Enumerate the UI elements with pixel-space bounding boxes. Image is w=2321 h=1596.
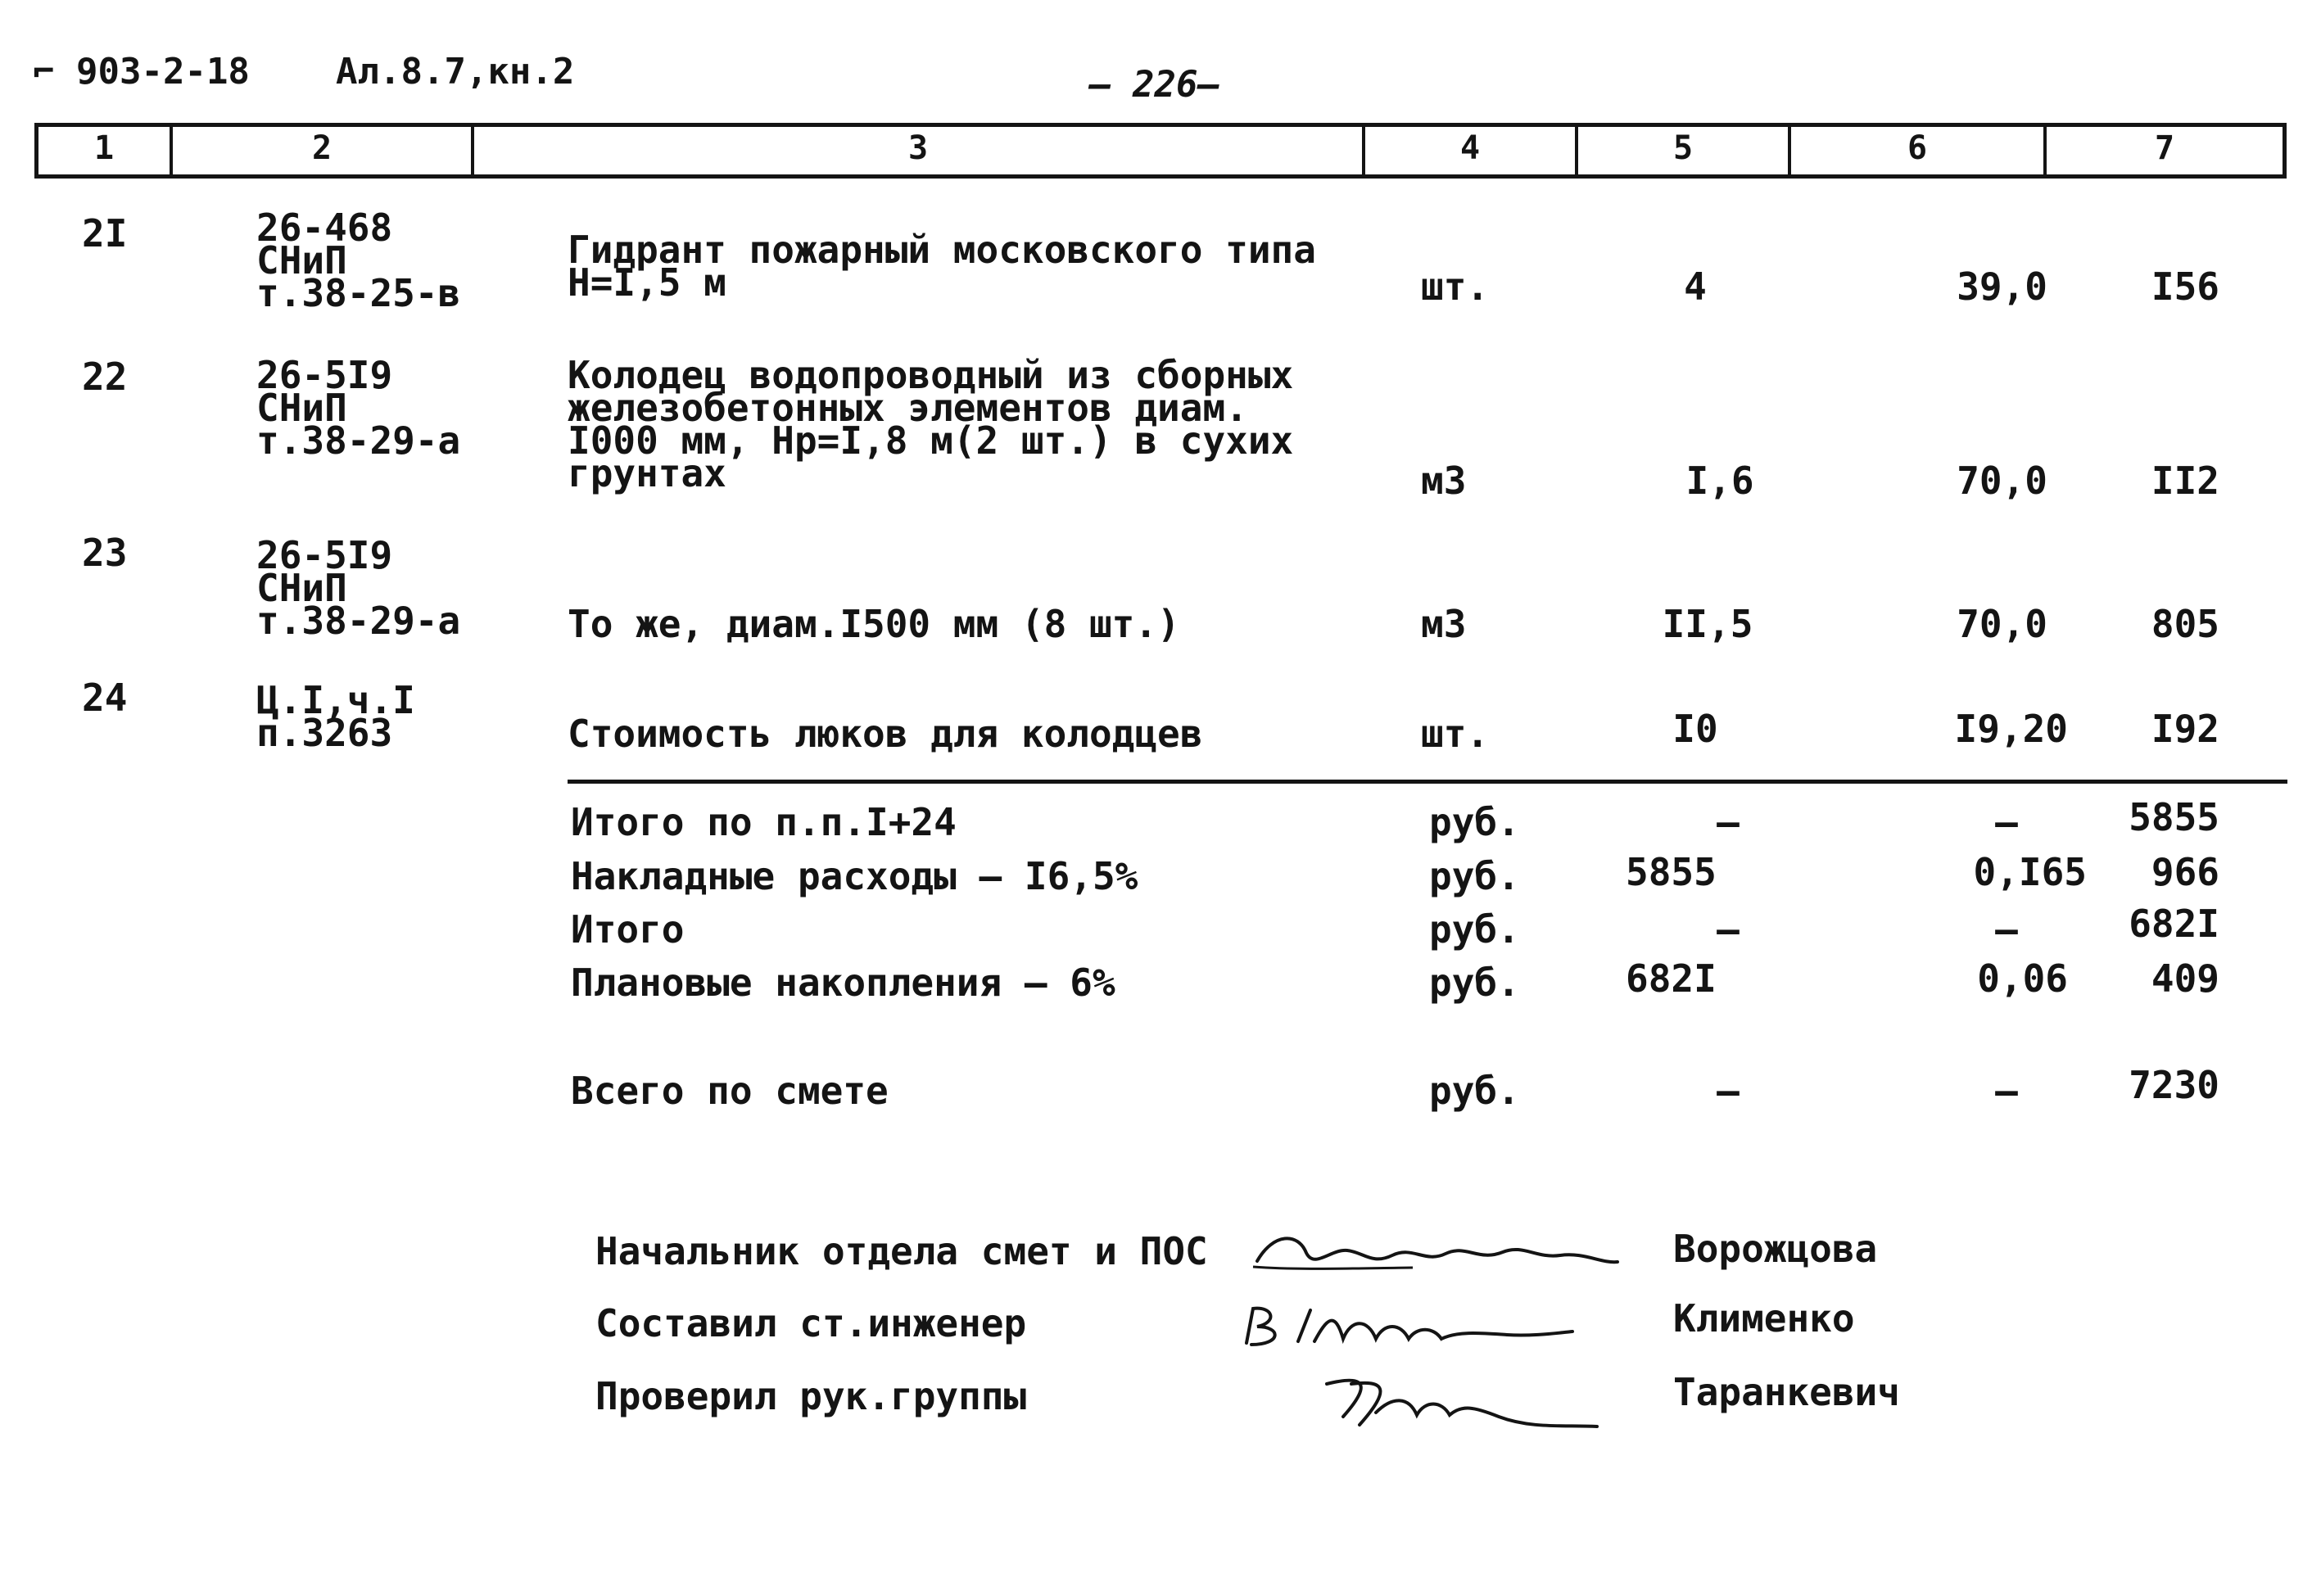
row-number: 24 [82, 676, 128, 720]
column-number: 4 [1459, 129, 1481, 167]
summary-total: 409 [2151, 956, 2219, 1001]
row-quantity: I0 [1672, 707, 1718, 751]
summary-total: 682I [2129, 902, 2219, 946]
row-unit-price: 70,0 [1957, 459, 2047, 503]
summary-rate: – [1995, 907, 2018, 952]
handwritten-signature-3 [1310, 1368, 1605, 1441]
handwritten-signature-1 [1249, 1216, 1626, 1282]
summary-label: Плановые накопления – 6% [571, 961, 1115, 1005]
row-unit-price: 70,0 [1957, 602, 2047, 646]
row-description: Гидрант пожарный московского типа Н=I,5 м [568, 228, 1316, 305]
grand-total-value: 7230 [2129, 1063, 2219, 1107]
summary-rate: 0,I65 [1973, 850, 2087, 894]
summary-unit: руб. [1429, 961, 1520, 1005]
page-number: — 226— [1089, 64, 1219, 106]
row-reference: 26-5I9 СНиП т.38-29-а [256, 353, 461, 463]
totals-separator-line [568, 780, 2287, 784]
summary-rate: – [1995, 800, 2018, 844]
summary-total: 5855 [2129, 795, 2219, 839]
row-description: То же, диам.I500 мм (8 шт.) [568, 602, 1180, 646]
signatory-name: Таранкевич [1673, 1370, 1900, 1414]
signature-role: Начальник отдела смет и ПОС [595, 1229, 1208, 1273]
signature-role: Проверил рук.группы [595, 1374, 1027, 1418]
row-total: I92 [2151, 707, 2219, 751]
column-number: 6 [1907, 129, 1928, 167]
grand-total-rate: – [1995, 1069, 2018, 1113]
signatory-name: Ворожцова [1673, 1227, 1878, 1271]
signature-role: Составил ст.инженер [595, 1301, 1027, 1345]
row-unit: шт. [1421, 712, 1490, 756]
summary-label: Итого по п.п.I+24 [571, 800, 957, 844]
column-number: 2 [311, 129, 333, 167]
row-quantity: I,6 [1685, 459, 1754, 503]
row-unit: м3 [1421, 459, 1467, 503]
row-quantity: 4 [1684, 264, 1707, 309]
row-unit-price: 39,0 [1957, 264, 2047, 309]
document-code [33, 51, 250, 93]
row-number: 22 [82, 355, 128, 399]
row-total: I56 [2151, 264, 2219, 309]
summary-label: Итого [571, 907, 685, 952]
column-number: 1 [93, 129, 115, 167]
row-total: 805 [2151, 602, 2219, 646]
summary-quantity: 5855 [1626, 850, 1717, 894]
row-number: 2I [82, 211, 128, 255]
row-unit: м3 [1421, 602, 1467, 646]
summary-unit: руб. [1429, 907, 1520, 952]
summary-unit: руб. [1429, 854, 1520, 898]
summary-quantity: – [1717, 907, 1740, 952]
summary-quantity: 682I [1626, 956, 1717, 1001]
album-reference: Ал.8.7,кн.2 [336, 51, 575, 93]
handwritten-signature-2 [1237, 1294, 1581, 1359]
column-number: 7 [2154, 129, 2175, 167]
row-description: Стоимость люков для колодцев [568, 712, 1203, 756]
row-reference: 26-5I9 СНиП т.38-29-а [256, 533, 461, 643]
row-unit: шт. [1421, 264, 1490, 309]
row-unit-price: I9,20 [1954, 707, 2068, 751]
row-description: Колодец водопроводный из сборных железобетонных элементов диам. I000 мм, Нр=I,8 м(2 шт.) в сухих грунтах [568, 353, 1294, 495]
grand-total-unit: руб. [1429, 1069, 1520, 1113]
grand-total-quantity: – [1717, 1069, 1740, 1113]
row-total: II2 [2151, 459, 2219, 503]
row-quantity: II,5 [1662, 602, 1753, 646]
column-number: 5 [1672, 129, 1694, 167]
summary-total: 966 [2151, 850, 2219, 894]
summary-label: Накладные расходы – I6,5% [571, 854, 1138, 898]
summary-quantity: – [1717, 800, 1740, 844]
corner-mark-icon: ⌐ [33, 51, 55, 93]
column-number: 3 [907, 129, 929, 167]
grand-total-label: Всего по смете [571, 1069, 889, 1113]
signatory-name: Клименко [1673, 1296, 1855, 1341]
document-code-text: 903-2-18 [76, 51, 250, 93]
row-reference: 26-468 СНиП т.38-25-в [256, 206, 461, 315]
row-number: 23 [82, 531, 128, 575]
row-reference: Ц.I,ч.I п.3263 [256, 678, 415, 755]
summary-unit: руб. [1429, 800, 1520, 844]
summary-rate: 0,06 [1977, 956, 2068, 1001]
